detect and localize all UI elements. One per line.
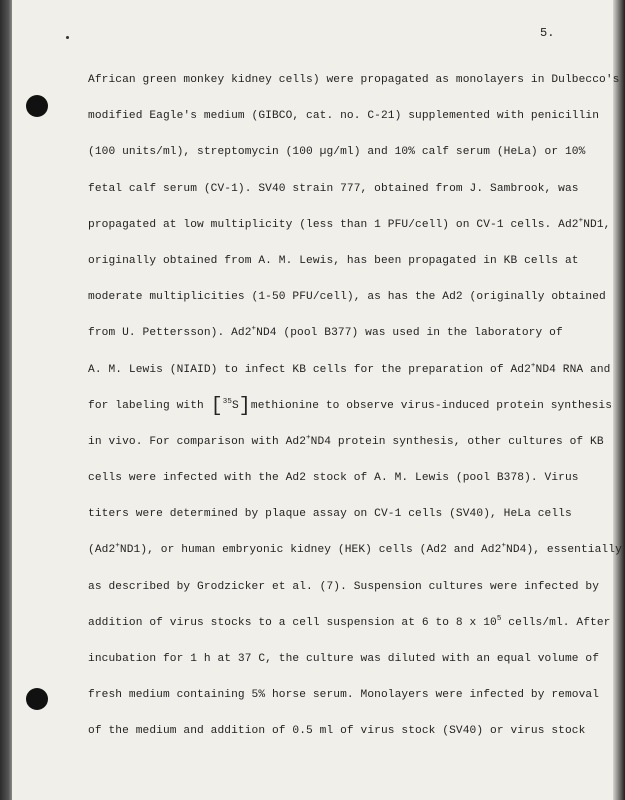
text-line xyxy=(88,62,620,98)
line-text: (Ad2 xyxy=(88,544,116,557)
text-line xyxy=(88,496,572,532)
body-text xyxy=(88,62,622,750)
text-line xyxy=(88,424,604,460)
text-line xyxy=(88,677,600,713)
right-bracket: ] xyxy=(238,394,251,418)
line-text: of the medium and addition of 0.5 ml of virus stock (SV40) or virus stock xyxy=(88,725,586,738)
line-text-continued: ND4 protein synthesis, other cultures of KB xyxy=(310,435,604,448)
text-line xyxy=(88,713,586,749)
line-text-continued: ND1, xyxy=(583,218,611,231)
line-text: cells were infected with the Ad2 stock of A. M. Lewis (pool B378). Virus xyxy=(88,472,579,485)
superscript: + xyxy=(501,542,507,551)
line-text: as described by Grodzicker et al. (7). Suspension cultures were infected by xyxy=(88,580,600,593)
line-text-continued: ND1), or human embryonic kidney (HEK) cells (Ad2 and Ad2 xyxy=(119,544,502,557)
text-line xyxy=(88,532,622,568)
line-text-continued: ND4 RNA and xyxy=(535,363,611,376)
line-text-continued: cells/ml. After xyxy=(501,616,611,629)
superscript: + xyxy=(530,361,536,370)
line-text: A. M. Lewis (NIAID) to infect KB cells for the preparation of Ad2 xyxy=(88,363,531,376)
line-text: modified Eagle's medium (GIBCO, cat. no. C-21) supplemented with penicillin xyxy=(88,110,600,123)
isotope-element: S xyxy=(231,399,239,412)
superscript: + xyxy=(306,433,311,442)
text-line xyxy=(88,207,611,243)
page-number: 5. xyxy=(540,26,555,40)
text-line xyxy=(88,388,613,424)
text-line xyxy=(88,352,611,388)
superscript: + xyxy=(115,542,120,551)
speck-mark xyxy=(66,36,69,39)
line-text: (100 units/ml), streptomycin (100 µg/ml) and 10% calf serum (HeLa) or 10% xyxy=(88,146,586,159)
text-line xyxy=(88,315,568,351)
line-text: African green monkey kidney cells) were propagated as monolayers in Dulbecco's xyxy=(88,74,620,86)
line-text: titers were determined by plaque assay on CV-1 cells (SV40), HeLa cells xyxy=(88,508,572,521)
superscript: + xyxy=(251,325,257,334)
line-text: addition of virus stocks to a cell suspension at 6 to 8 x 10 xyxy=(88,616,497,629)
line-text: moderate multiplicities (1-50 PFU/cell), as has the Ad2 (originally obtained xyxy=(88,291,606,304)
line-text: fetal calf serum (CV-1). SV40 strain 777, obtained from J. Sambrook, was xyxy=(88,182,579,195)
line-text-continued: methionine to observe virus-induced protein synthesis xyxy=(250,399,613,412)
line-text: originally obtained from A. M. Lewis, has been propagated in KB cells at xyxy=(88,254,579,267)
page-left-edge xyxy=(0,0,12,800)
line-text: for labeling with xyxy=(88,399,211,412)
text-line xyxy=(88,171,579,207)
line-text: fresh medium containing 5% horse serum. Monolayers were infected by removal xyxy=(88,689,600,702)
punch-hole-bottom xyxy=(26,688,48,710)
superscript: + xyxy=(578,216,584,225)
text-line xyxy=(88,605,611,641)
page-right-edge xyxy=(613,0,625,800)
left-bracket: [ xyxy=(210,394,223,418)
text-line xyxy=(88,641,600,677)
text-line xyxy=(88,134,586,170)
superscript: 5 xyxy=(496,614,502,623)
line-text: in vivo. For comparison with Ad2 xyxy=(88,435,307,448)
line-text: incubation for 1 h at 37 C, the culture was diluted with an equal volume of xyxy=(88,653,600,665)
punch-hole-top xyxy=(26,95,48,117)
isotope-mass: 35 xyxy=(222,397,232,406)
text-line xyxy=(88,460,579,496)
line-text-continued: ND4 (pool B377) was used in the laboratory of xyxy=(256,327,563,340)
line-text: from U. Pettersson). Ad2 xyxy=(88,327,252,340)
text-line xyxy=(88,243,579,279)
text-line xyxy=(88,98,600,134)
text-line xyxy=(88,279,606,315)
text-line xyxy=(88,569,600,605)
line-text: propagated at low multiplicity (less than 1 PFU/cell) on CV-1 cells. Ad2 xyxy=(88,218,579,231)
line-text-continued: ND4), essentially xyxy=(506,544,622,557)
